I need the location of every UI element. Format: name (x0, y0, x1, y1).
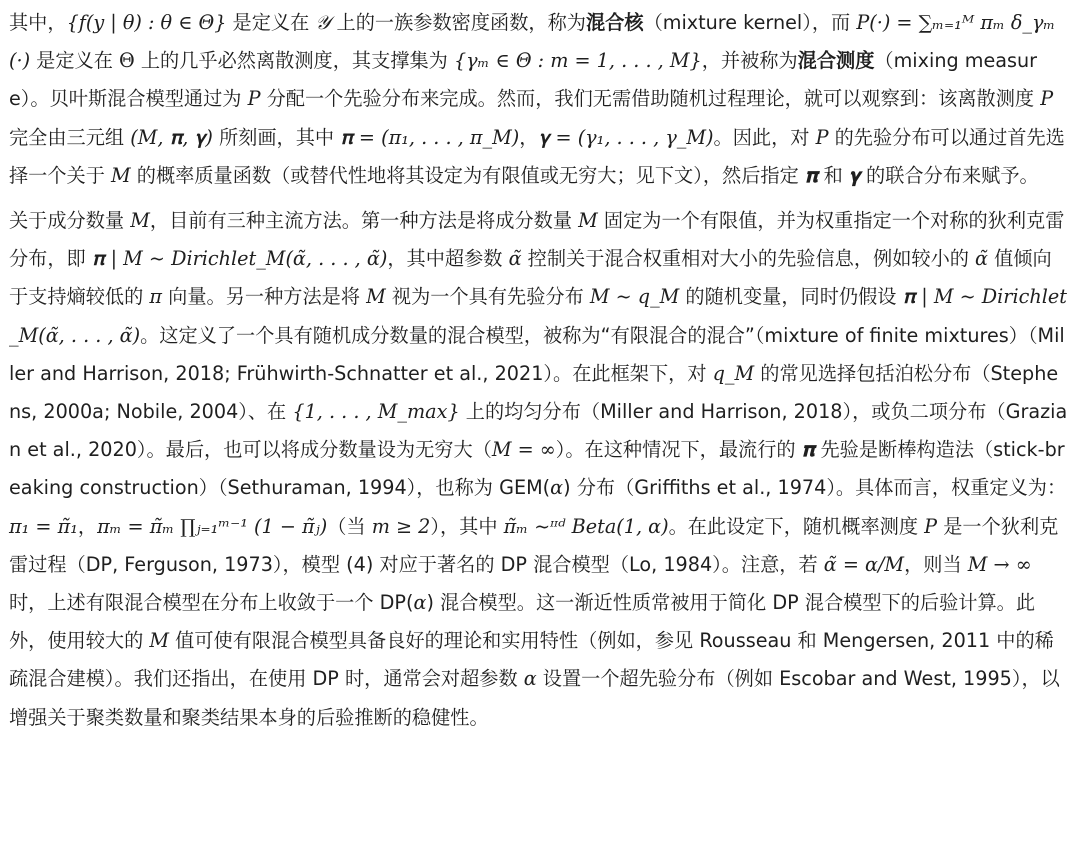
text-run: 的常见选择包括泊松分布（Stephens, 2000a; Nobile, 2004）、在 (9, 361, 1059, 424)
text-run: 的概率质量函数（或替代性地将其设定为有限值或无穷大；见下文），然后指定 (130, 163, 805, 187)
math-qM: q_M (712, 361, 755, 385)
text-run: 的联合分布来赋予。 (859, 163, 1039, 187)
text-run: 其中， (9, 11, 67, 34)
text-run: 固定为一个有限值，并为权重指定一个对称的狄利克雷分布，即 (9, 209, 1065, 271)
math-triple: (M, 𝛑, 𝛄) (130, 125, 213, 149)
text-run: ， (519, 125, 539, 149)
text-run: ) 分布（Griffiths et al., 1974）。具体而言，权重定义为： (563, 476, 1067, 500)
math-alpha: α (550, 476, 564, 500)
math-uniform-support: {1, . . . , M_max} (292, 400, 460, 424)
text-run: 向量。另一种方法是将 (162, 285, 367, 309)
text-run: 是定义在 (30, 49, 120, 73)
text-run: ，其中超参数 (387, 247, 509, 271)
text-run: 和 (817, 163, 849, 187)
math-mixing-measure-def: P(·) = ∑ₘ₌₁ᴹ πₘ δ_γₘ (·) (9, 11, 1056, 73)
paragraph-number-of-components (9, 202, 1070, 737)
text-run: 值倾向于支持熵较低的 (9, 247, 1052, 309)
text-run: 。因此，对 (713, 125, 816, 149)
text-run: 的先验分布可以通过首先选择一个关于 (9, 125, 1065, 187)
math-sample-space: 𝒴 (315, 11, 331, 34)
math-kernel-family: {f(y | θ) : θ ∈ Θ} (66, 11, 227, 34)
math-gamma-bold: 𝛄 (848, 163, 860, 187)
math-M-prior: M ∼ q_M (589, 285, 680, 309)
text-run: 先验是断棒构造法（stick-breaking construction）（Sethuraman, 1994），也称为 GEM( (9, 438, 1065, 500)
text-run: 控制关于混合权重相对大小的先验信息，例如较小的 (521, 247, 976, 271)
math-gamma-vector: 𝛄 = (γ₁, . . . , γ_M) (538, 125, 714, 149)
math-stick-breaking: πₘ = π̃ₘ ∏ⱼ₌₁ᵐ⁻¹ (1 − π̃ⱼ) (97, 514, 328, 538)
math-pi-bold: 𝛑 (801, 438, 815, 462)
text-run: 的随机变量，同时仍假设 (679, 285, 903, 309)
math-pi-one: π₁ = π̃₁ (9, 514, 78, 538)
text-run: （mixture kernel），而 (643, 11, 857, 34)
text-run: 上的几乎必然离散测度，其支撑集为 (134, 49, 454, 73)
math-support-set: {γₘ ∈ Θ : m = 1, . . . , M} (453, 49, 702, 73)
text-run: 。在此设定下，随机概率测度 (668, 514, 925, 538)
text-run: ），其中 (430, 514, 504, 538)
text-run: ， (77, 514, 98, 538)
math-M: M (149, 629, 170, 653)
math-P: P (924, 514, 938, 538)
text-run: ）。在这种情况下，最流行的 (555, 438, 802, 462)
math-theta: Θ (119, 49, 135, 73)
math-P: P (815, 125, 829, 149)
text-run: 设置一个超先验分布（例如 Escobar and West, 1995），以增强关于聚类数量和聚类结果本身的后验推断的稳健性。 (9, 667, 1060, 729)
math-M: M (111, 163, 131, 187)
text-run: 上的一族参数密度函数，称为 (330, 11, 586, 34)
math-dirichlet-prior: 𝛑 | M ∼ Dirichlet_M(α̃, . . . , α̃) (9, 285, 1067, 347)
math-M-to-infinity: M → ∞ (967, 552, 1032, 576)
text-run: 分配一个先验分布来完成。然而，我们无需借助随机过程理论，就可以观察到：该离散测度 (260, 87, 1041, 111)
text-run: 值可使有限混合模型具备良好的理论和实用特性（例如，参见 Rousseau 和 Mengersen, 2011 中的稀疏混合建模）。我们还指出，在使用 DP 时，通常会对超参数 (9, 629, 1054, 691)
math-pi-bold: 𝛑 (804, 163, 818, 187)
paragraph-mixture-kernel (9, 4, 1070, 195)
text-run: ，目前有三种主流方法。第一种方法是将成分数量 (149, 209, 579, 233)
text-run: ，并被称为 (701, 49, 798, 73)
math-alpha-tilde: α̃ (508, 247, 522, 271)
text-run: 是定义在 (226, 11, 316, 34)
math-alpha: α (413, 591, 427, 615)
text-run: 完全由三元组 (9, 125, 131, 149)
math-P: P (1040, 87, 1054, 111)
math-m-geq-2: m ≥ 2 (371, 514, 431, 538)
math-M-infinity: M = ∞ (491, 438, 556, 462)
math-pi: π (149, 285, 163, 309)
math-M: M (130, 209, 150, 233)
text-run: ，则当 (904, 552, 968, 576)
math-P: P (247, 87, 261, 111)
math-pi-vector: 𝛑 = (π₁, . . . , π_M) (340, 125, 520, 149)
text-run: （mixing measure）。贝叶斯混合模型通过为 (9, 49, 1038, 111)
text-run: 视为一个具有先验分布 (385, 285, 590, 309)
text-run: 时，上述有限混合模型在分布上收敛于一个 DP( (9, 591, 414, 615)
math-M: M (578, 209, 598, 233)
text-run: ) 混合模型。这一渐近性质常被用于简化 DP 混合模型下的后验计算。此外，使用较大的 (9, 591, 1036, 653)
text-run: 关于成分数量 (9, 209, 131, 233)
term-mixture-kernel: 混合核 (586, 11, 644, 34)
text-run: 上的均匀分布（Miller and Harrison, 2018），或负二项分布（Grazian et al., 2020）。最后，也可以将成分数量设为无穷大（ (9, 400, 1068, 462)
math-alpha: α (523, 667, 537, 691)
math-alpha-tilde-ratio: α̃ = α/M (823, 552, 905, 576)
term-mixing-measure: 混合测度 (797, 49, 875, 73)
math-dirichlet-prior: 𝛑 | M ∼ Dirichlet_M(α̃, . . . , α̃) (91, 247, 388, 271)
math-M: M (366, 285, 386, 309)
text-run: 所刻画，其中 (212, 125, 341, 149)
math-beta-iid: π̃ₘ ∼ᶦᶦᵈ Beta(1, α) (503, 514, 669, 538)
text-run: 是一个狄利克雷过程（DP, Ferguson, 1973），模型 (4) 对应于著名的 DP 混合模型（Lo, 1984）。注意，若 (9, 514, 1059, 576)
text-run: 。这定义了一个具有随机成分数量的混合模型，被称为“有限混合的混合”（mixture of finite mixtures）（Miller and Harrison, 2018; Frühwirth-Schnatter et al., 2021）。在此框架下，对 (9, 323, 1065, 385)
math-alpha-tilde: α̃ (975, 247, 989, 271)
text-run: （当 (327, 514, 372, 538)
